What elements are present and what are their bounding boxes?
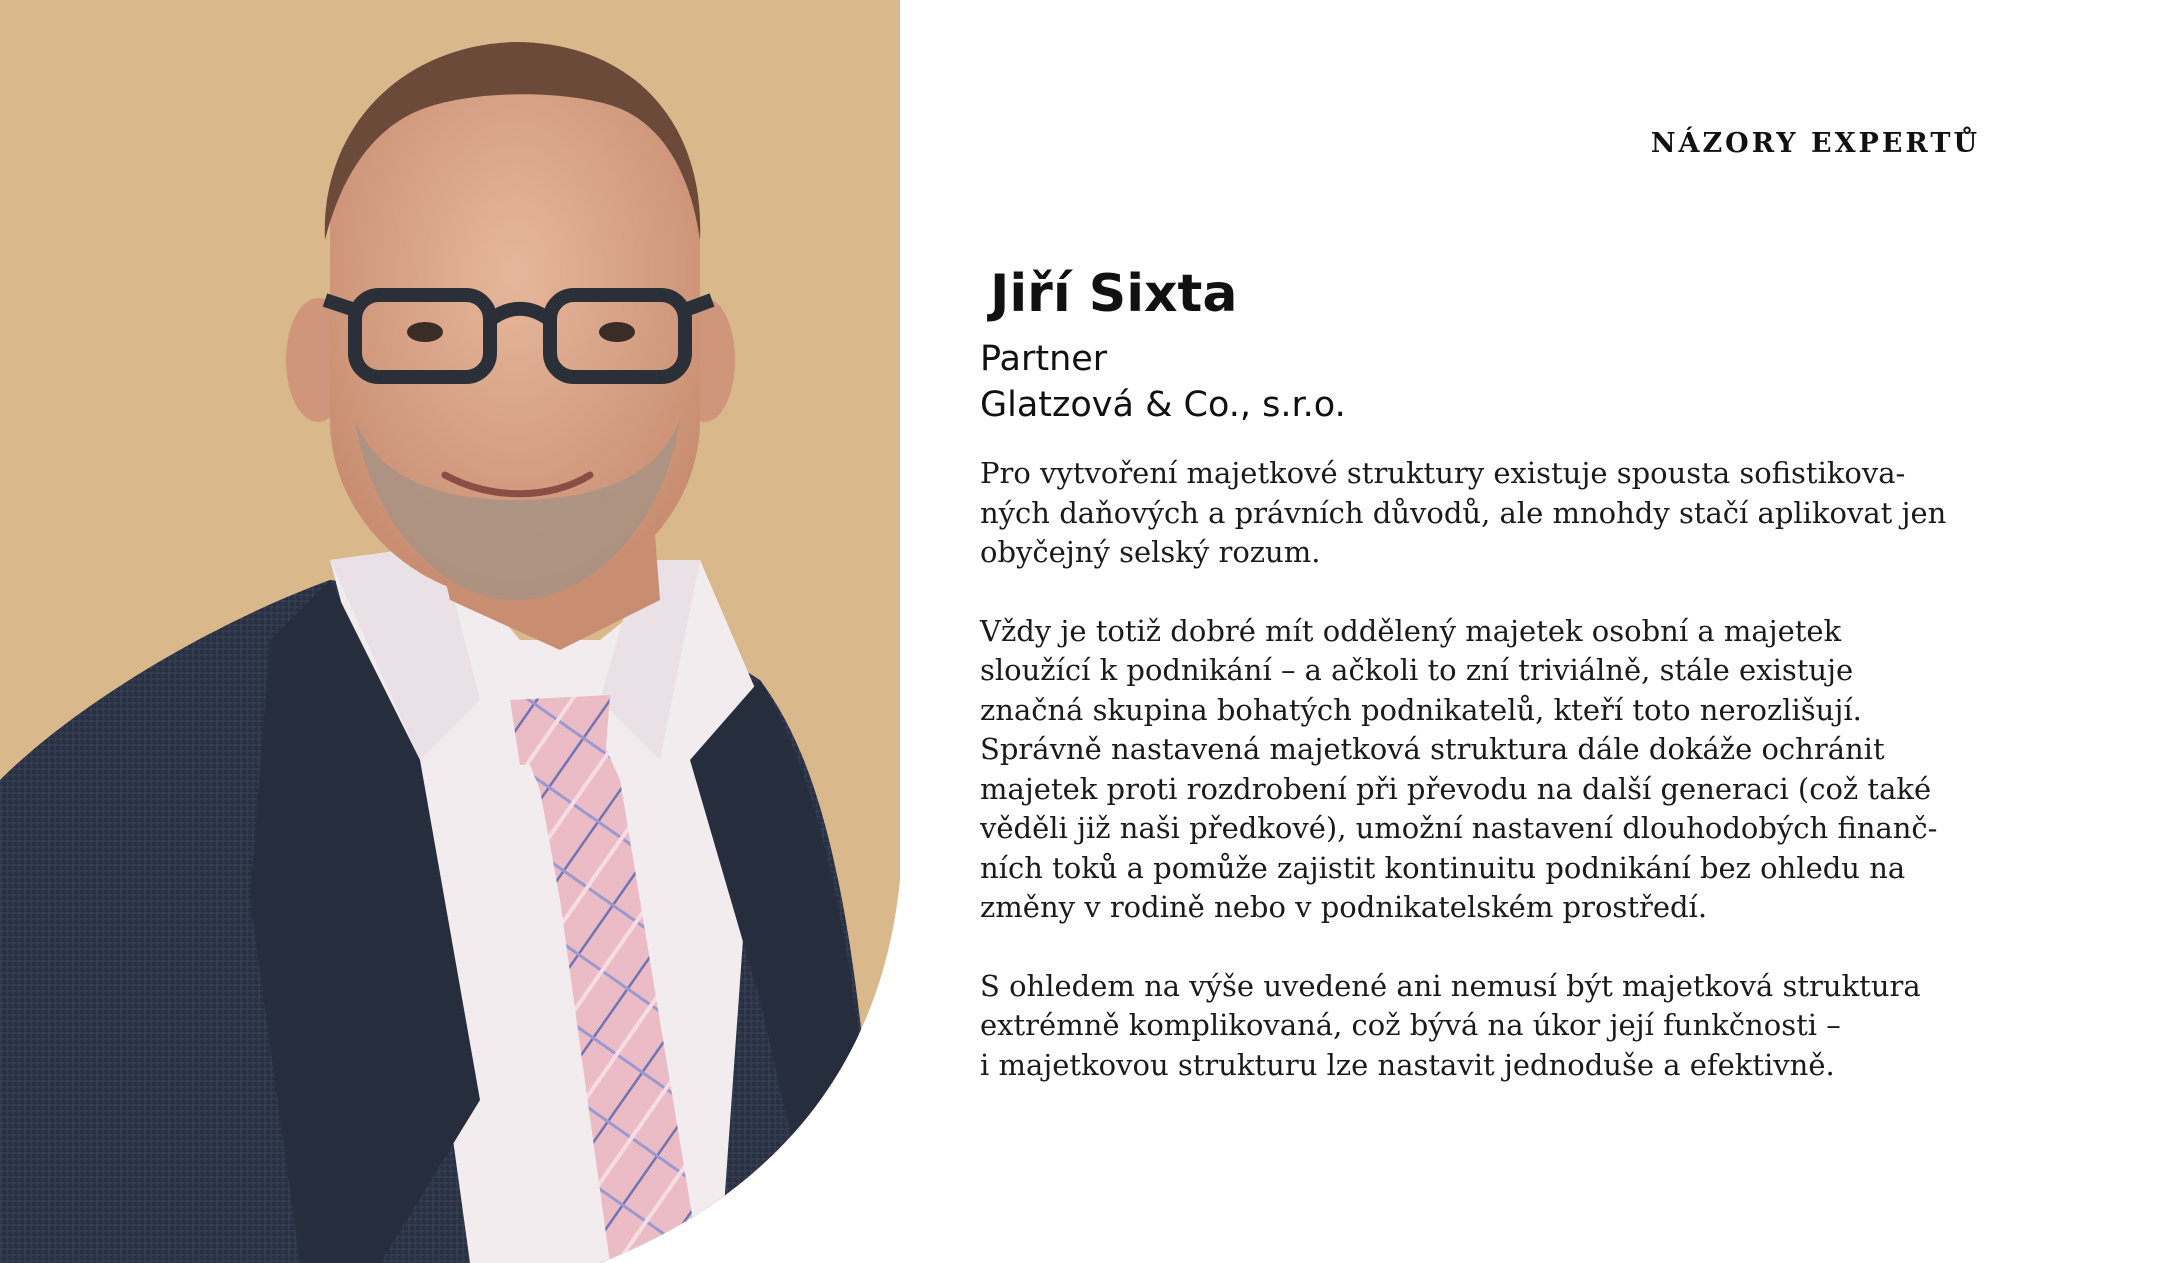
quote-line: S ohledem na výše uvedené ani nemusí být majetková struktura — [980, 968, 1921, 1003]
quote-line: změny v rodině nebo v podnikatelském prostředí. — [980, 890, 1708, 924]
quote-line: Vždy je totiž dobré mít oddělený majetek osobní a majetek — [980, 613, 1842, 648]
quote-line: Správně nastavená majetková struktura dále dokáže ochránit — [980, 732, 1885, 766]
section-label: NÁZORY EXPERTŮ — [1650, 128, 1980, 159]
quote-paragraph-2 — [980, 612, 2040, 928]
expert-portrait — [0, 0, 905, 1263]
expert-role: Partner — [980, 339, 1108, 379]
quote-line: věděli již naši předkové), umožní nastavení dlouhodobých finanč- — [980, 811, 1938, 845]
quote-line: ných daňových a právních důvodů, ale mnohdy stačí aplikovat jen — [980, 495, 1947, 530]
quote-line: majetek proti rozdrobení při převodu na další generaci (což také — [980, 771, 1932, 806]
expert-name: Jiří Sixta — [990, 264, 1238, 324]
quote-line: obyčejný selský rozum. — [980, 535, 1321, 569]
expert-block — [980, 262, 2040, 1124]
quote-line: značná skupina bohatých podnikatelů, kteří toto nerozlišují. — [980, 692, 1862, 727]
quote-line: Pro vytvoření majetkové struktury existuje spousta sofistikova- — [980, 456, 1906, 490]
quote-line: sloužící k podnikání – a ačkoli to zní triviálně, stále existuje — [980, 653, 1854, 687]
expert-quote — [980, 454, 2040, 1085]
expert-company: Glatzová & Co., s.r.o. — [980, 385, 1346, 425]
portrait-panel — [0, 0, 905, 1263]
quote-line: extrémně komplikovaná, což bývá na úkor její funkčnosti – — [980, 1008, 1841, 1042]
quote-line: ních toků a pomůže zajistit kontinuitu podnikání bez ohledu na — [980, 850, 1906, 885]
quote-line: i majetkovou strukturu lze nastavit jednoduše a efektivně. — [980, 1047, 1835, 1082]
quote-paragraph-3 — [980, 967, 2040, 1086]
quote-paragraph-1 — [980, 454, 2040, 573]
